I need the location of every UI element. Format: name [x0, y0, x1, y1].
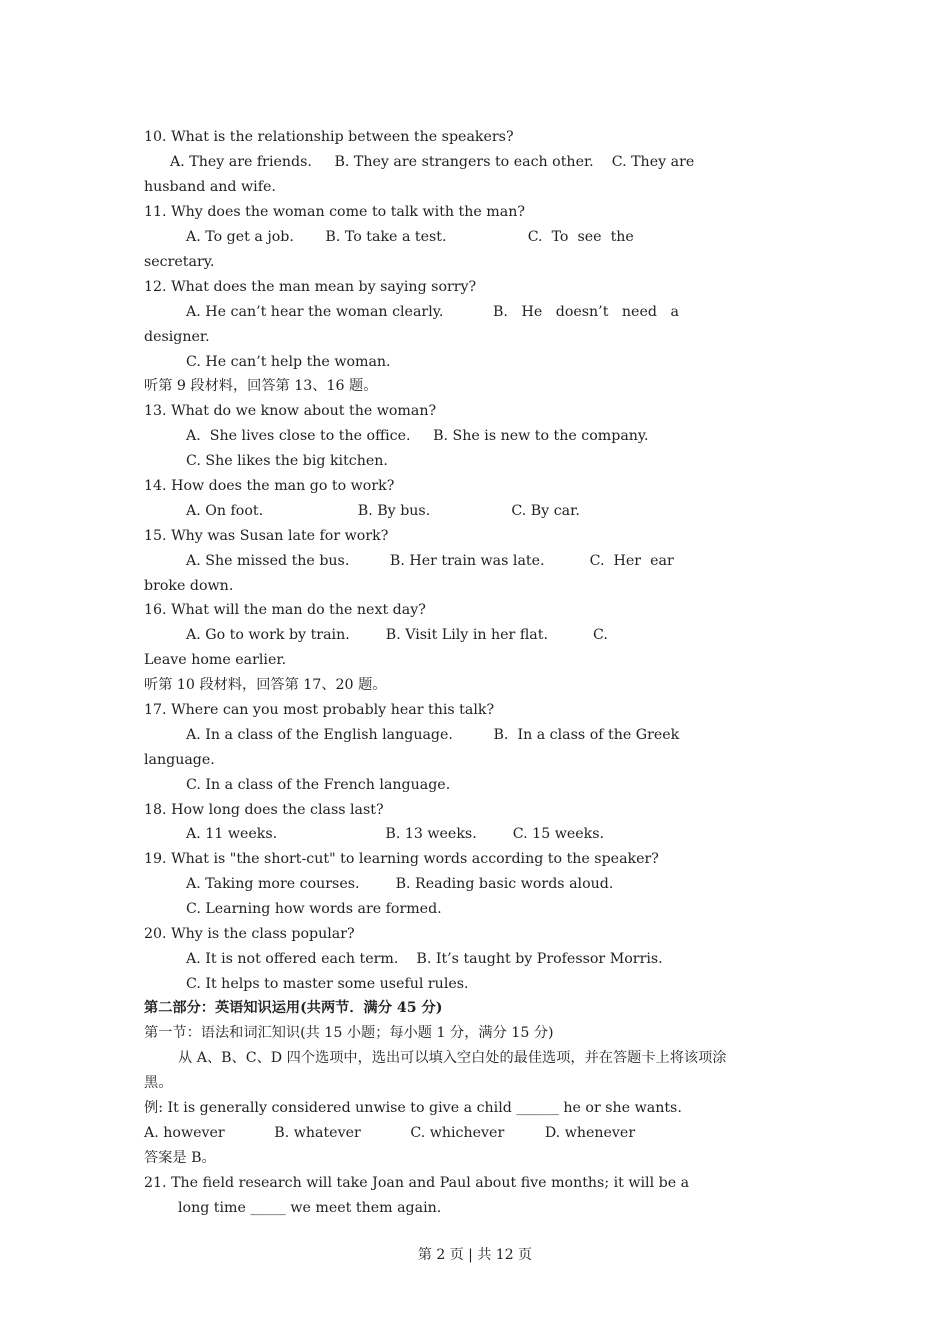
- question-13-option-c: C. She likes the big kitchen.: [186, 453, 388, 469]
- question-21-stem: 21. The field research will take Joan and Paul about five months; it will be a: [144, 1175, 690, 1191]
- question-10-options: A. They are friends. B. They are strangers to each other. C. They are: [170, 154, 695, 170]
- question-19-option-c: C. Learning how words are formed.: [186, 901, 442, 917]
- question-19-stem: 19. What is "the short-cut" to learning words according to the speaker?: [144, 851, 659, 867]
- question-19-options: A. Taking more courses. B. Reading basic words aloud.: [186, 876, 614, 892]
- question-12-stem: 12. What does the man mean by saying sorry?: [144, 279, 477, 295]
- question-18-stem: 18. How long does the class last?: [144, 802, 384, 818]
- question-13-options: A. She lives close to the office. B. She is new to the company.: [186, 428, 649, 444]
- question-12-option-c: C. He can’t help the woman.: [186, 354, 391, 370]
- part-two-heading: 第二部分：英语知识运用(共两节．满分 45 分): [144, 1000, 443, 1016]
- example-answer: 答案是 B。: [144, 1150, 216, 1166]
- question-16-options: A. Go to work by train. B. Visit Lily in her flat. C.: [186, 627, 608, 643]
- question-18-options: A. 11 weeks. B. 13 weeks. C. 15 weeks.: [186, 826, 605, 842]
- question-14-options: A. On foot. B. By bus. C. By car.: [186, 503, 580, 519]
- page-footer: 第 2 页 | 共 12 页: [417, 1247, 533, 1263]
- question-20-option-c: C. It helps to master some useful rules.: [186, 976, 469, 992]
- question-16-stem: 16. What will the man do the next day?: [144, 602, 426, 618]
- example-stem: 例: It is generally considered unwise to give a child ______ he or she wants.: [144, 1100, 682, 1116]
- question-16-options-wrap: Leave home earlier.: [144, 652, 287, 668]
- section-instruction-10: 听第 10 段材料，回答第 17、20 题。: [144, 677, 387, 693]
- question-11-options: A. To get a job. B. To take a test. C. To see the: [186, 229, 634, 245]
- question-15-options-wrap: broke down.: [144, 578, 234, 594]
- question-13-stem: 13. What do we know about the woman?: [144, 403, 437, 419]
- question-15-options: A. She missed the bus. B. Her train was late. C. Her ear: [186, 553, 674, 569]
- section-one-heading: 第一节：语法和词汇知识(共 15 小题；每小题 1 分，满分 15 分): [144, 1025, 554, 1041]
- question-20-stem: 20. Why is the class popular?: [144, 926, 355, 942]
- question-12-options-wrap: designer.: [144, 329, 210, 345]
- question-15-stem: 15. Why was Susan late for work?: [144, 528, 389, 544]
- question-11-stem: 11. Why does the woman come to talk with the man?: [144, 204, 525, 220]
- question-20-options: A. It is not offered each term. B. It’s taught by Professor Morris.: [186, 951, 663, 967]
- section-one-instruction-wrap: 黑。: [144, 1075, 173, 1091]
- question-17-stem: 17. Where can you most probably hear this talk?: [144, 702, 495, 718]
- section-one-instruction: 从 A、B、C、D 四个选项中，选出可以填入空白处的最佳选项，并在答题卡上将该项涂: [178, 1050, 727, 1066]
- question-17-options: A. In a class of the English language. B. In a class of the Greek: [186, 727, 680, 743]
- question-17-options-wrap: language.: [144, 752, 215, 768]
- question-14-stem: 14. How does the man go to work?: [144, 478, 395, 494]
- question-17-option-c: C. In a class of the French language.: [186, 777, 451, 793]
- example-options: A. however B. whatever C. whichever D. whenever: [144, 1125, 636, 1141]
- question-10-stem: 10. What is the relationship between the speakers?: [144, 129, 514, 145]
- question-21-stem-wrap: long time _____ we meet them again.: [178, 1200, 442, 1216]
- question-11-options-wrap: secretary.: [144, 254, 215, 270]
- section-instruction-9: 听第 9 段材料，回答第 13、16 题。: [144, 378, 378, 394]
- question-12-options: A. He can’t hear the woman clearly. B. He doesn’t need a: [186, 304, 679, 320]
- question-10-options-wrap: husband and wife.: [144, 179, 276, 195]
